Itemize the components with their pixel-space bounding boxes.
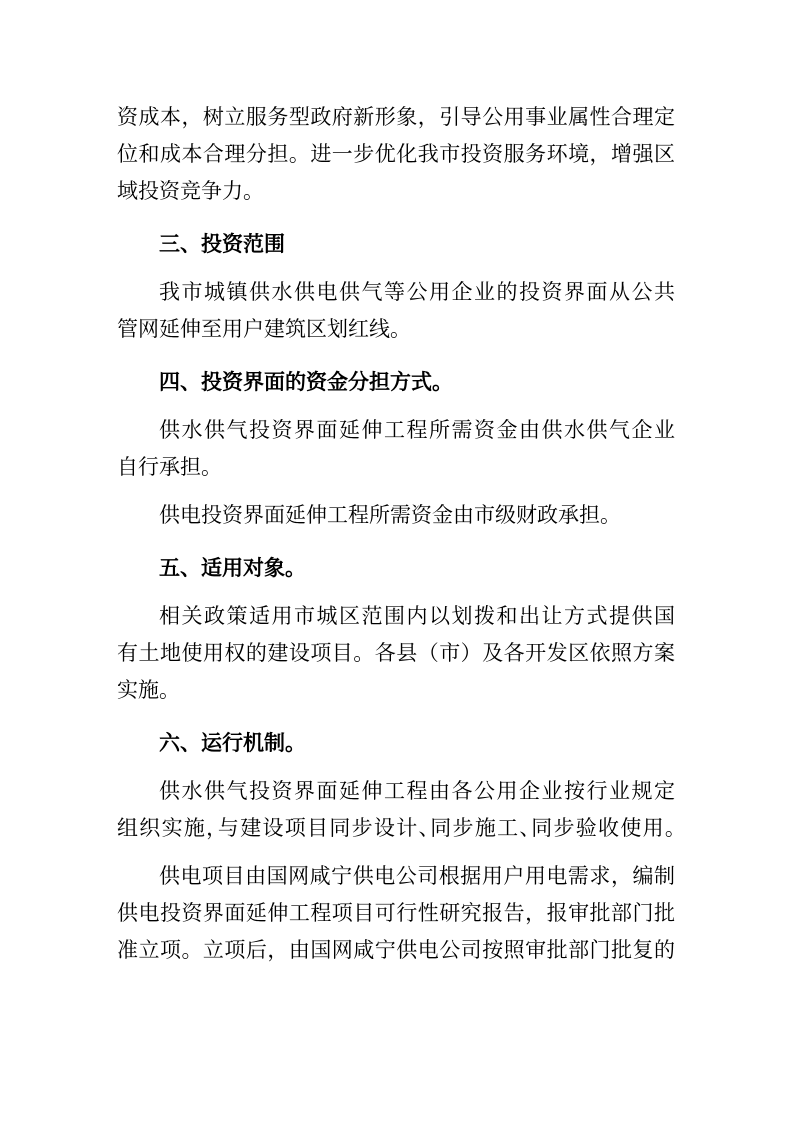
heading-text: 六、运行机制。 [159,732,306,755]
text-line: 供电项目由国网咸宁供电公司根据用户用电需求，编制 [159,864,675,888]
body-paragraph-water-gas-funding [117,412,675,486]
body-paragraph-power-funding [117,497,675,534]
text-line: 资成本，树立服务型政府新形象，引导公用事业属性合理定 [117,105,675,129]
text-line: 供电投资界面延伸工程项目可行性研究报告，报审批部门批 [117,901,675,925]
text-line: 自行承担。 [117,455,222,479]
text-line: 管网延伸至用户建筑区划红线。 [117,317,411,341]
text-line: 供水供气投资界面延伸工程所需资金由供水供气企业 [159,418,675,442]
section-heading-5 [117,550,675,587]
text-line: 供水供气投资界面延伸工程由各公用企业按行业规定 [159,779,675,803]
heading-text: 四、投资界面的资金分担方式。 [159,371,453,394]
text-line: 准立项。立项后，由国网咸宁供电公司按照审批部门批复的 [117,938,675,962]
text-line: 相关政策适用市城区范围内以划拨和出让方式提供国 [159,604,675,628]
text-line: 供电投资界面延伸工程所需资金由市级财政承担。 [159,503,621,527]
section-heading-6 [117,725,675,762]
text-line: 我市城镇供水供电供气等公用企业的投资界面从公共 [159,280,675,304]
text-line: 域投资竞争力。 [117,179,264,203]
heading-text: 五、适用对象。 [159,557,306,580]
body-paragraph-investment-scope [117,274,675,348]
heading-text: 三、投资范围 [159,233,285,256]
text-line: 有土地使用权的建设项目。各县（市）及各开发区依照方案 [117,641,675,665]
body-paragraph-operation-water-gas [117,773,675,847]
text-line: 位和成本合理分担。进一步优化我市投资服务环境，增强区 [117,142,675,166]
section-heading-3 [117,226,675,263]
continuation-paragraph [117,99,675,210]
section-heading-4 [117,364,675,401]
body-paragraph-applicable-objects [117,598,675,709]
text-line: 组织实施，与建设项目同步设计、同步施工、同步验收使用。 [117,816,675,840]
body-paragraph-operation-power [117,858,675,969]
text-line: 实施。 [117,678,180,702]
